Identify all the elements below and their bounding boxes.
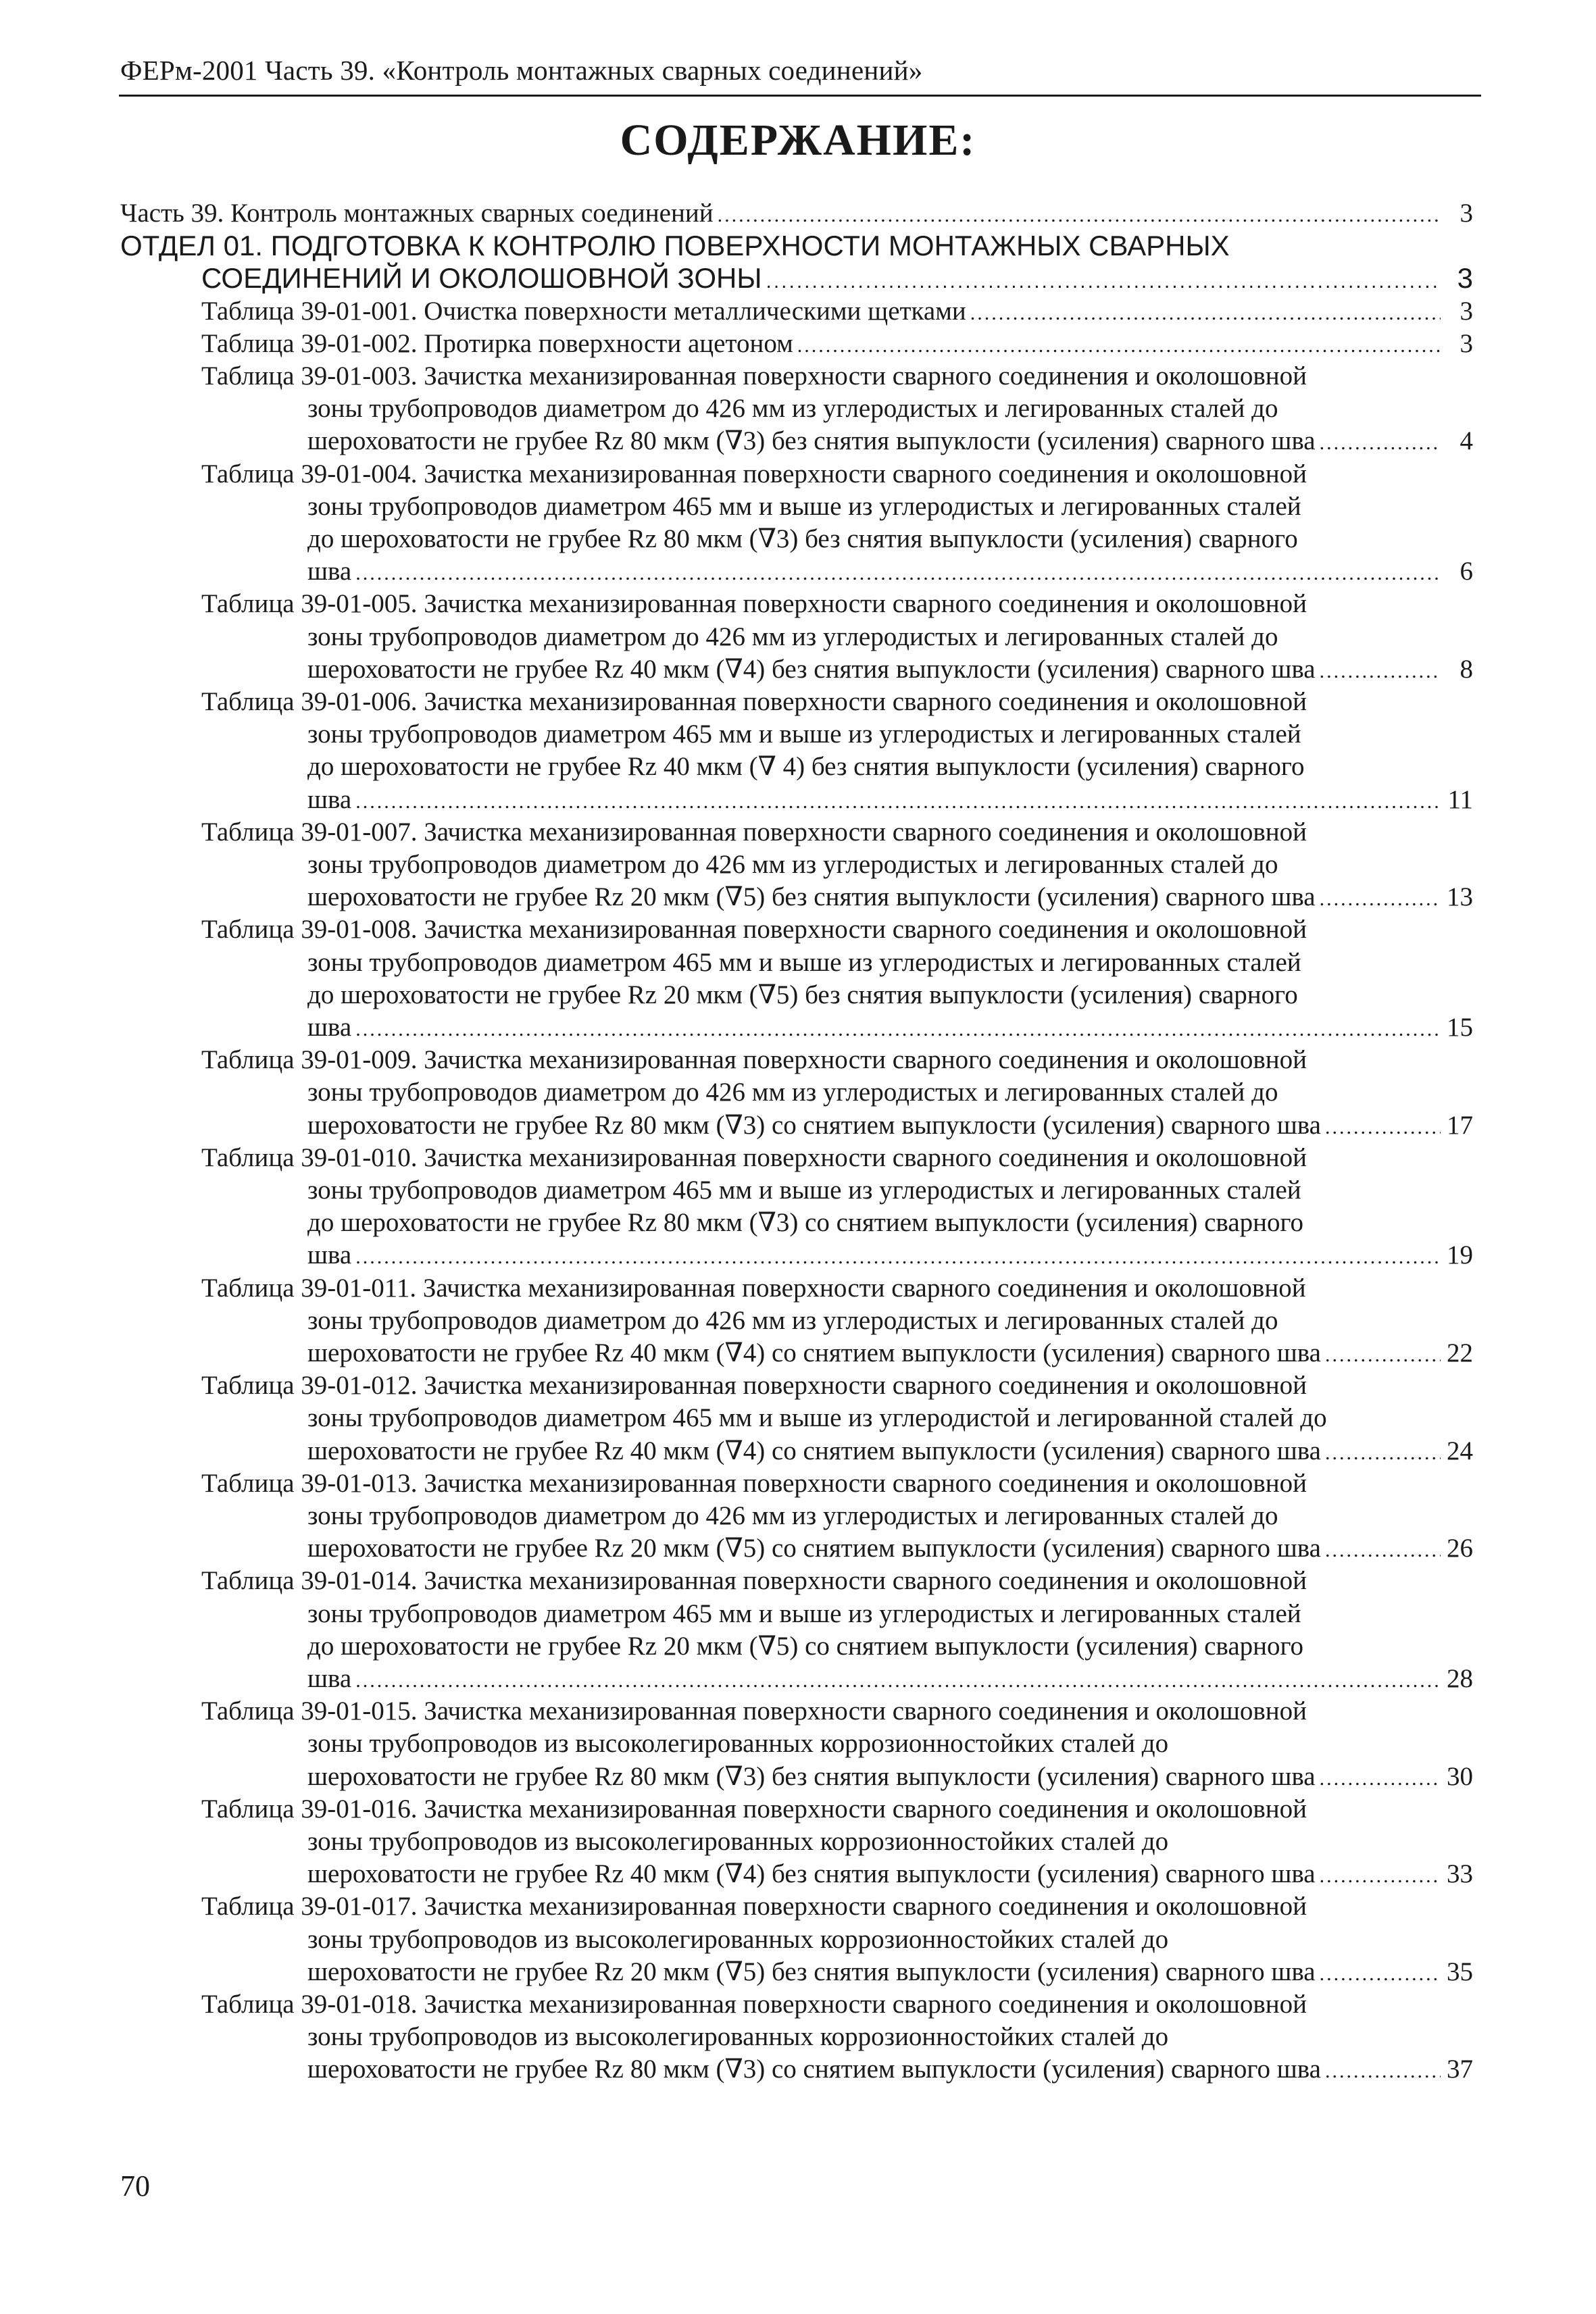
toc-entry-line	[201, 1563, 1307, 1599]
toc-entry-line	[201, 1466, 1307, 1501]
toc-entry-line	[307, 391, 1278, 426]
toc-dot-leader	[1320, 1957, 1441, 1992]
toc-entry-line-final	[307, 1336, 1473, 1371]
toc-entry-text: Таблица 39-01-001. Очистка поверхности металлическими щетками	[201, 296, 966, 326]
toc-entry-line	[307, 1596, 1301, 1632]
toc-entry-line-final	[307, 652, 1473, 687]
toc-entry-line-final	[307, 1238, 1473, 1273]
toc-entry-text: Часть 39. Контроль монтажных сварных соединений	[120, 199, 714, 228]
toc-entry-text: ОТДЕЛ 01. ПОДГОТОВКА К КОНТРОЛЮ ПОВЕРХНОСТИ МОНТАЖНЫХ СВАРНЫХ	[120, 230, 1230, 262]
running-header: ФЕРм-2001 Часть 39. «Контроль монтажных сварных соединений»	[120, 55, 923, 86]
toc-entry-text: Таблица 39-01-009. Зачистка механизированная поверхности сварного соединения и околошовной	[201, 1045, 1307, 1075]
toc-entry-text: шва	[307, 1013, 352, 1042]
toc-entry-line	[201, 1792, 1307, 1827]
toc-page-number: 3	[1460, 199, 1473, 228]
toc-entry-text: Таблица 39-01-007. Зачистка механизированная поверхности сварного соединения и околошовной	[201, 817, 1307, 847]
toc-dot-leader	[970, 296, 1441, 331]
toc-entry-text: зоны трубопроводов диаметром до 426 мм из углеродистых и легированных сталей до	[307, 1305, 1278, 1335]
toc-entry-line	[307, 522, 1298, 557]
toc-entry-text: зоны трубопроводов диаметром 465 мм и выше из углеродистых и легированных сталей	[307, 491, 1301, 521]
toc-page-number: 35	[1447, 1957, 1473, 1986]
toc-entry-text: Таблица 39-01-004. Зачистка механизированная поверхности сварного соединения и околошовной	[201, 459, 1307, 488]
toc-entry-line-final	[201, 261, 1473, 296]
toc-dot-leader	[1320, 882, 1441, 917]
toc-entry-line	[307, 1173, 1301, 1208]
toc-entry-line-final	[307, 1108, 1473, 1143]
toc-entry-text: Таблица 39-01-017. Зачистка механизированная поверхности сварного соединения и околошовной	[201, 1892, 1307, 1921]
toc-entry-text: Таблица 39-01-006. Зачистка механизированная поверхности сварного соединения и околошовной	[201, 687, 1307, 716]
toc-entry-text: Таблица 39-01-003. Зачистка механизированная поверхности сварного соединения и околошовной	[201, 361, 1307, 391]
toc-entry-line	[307, 847, 1278, 882]
toc-entry-line-final	[307, 554, 1473, 589]
toc-entry-line	[120, 228, 1230, 263]
toc-entry-line	[307, 749, 1304, 784]
toc-entry-text: зоны трубопроводов из высоколегированных коррозионностойких сталей до	[307, 1827, 1169, 1856]
toc-entry-line-final	[201, 326, 1473, 361]
toc-page-number: 30	[1447, 1761, 1473, 1791]
toc-entry-line	[307, 945, 1301, 980]
toc-entry-text: шва	[307, 557, 352, 586]
toc-entry-text: до шероховатости не грубее Rz 20 мкм (∇5) без снятия выпуклости (усиления) сварного	[307, 980, 1298, 1009]
toc-entry-line	[201, 1140, 1307, 1176]
toc-page-number: 13	[1447, 882, 1473, 912]
toc-entry-line	[307, 1726, 1168, 1761]
toc-dot-leader	[355, 784, 1441, 820]
toc-entry-line-final	[307, 1759, 1473, 1794]
toc-page-number: 22	[1447, 1338, 1473, 1367]
toc-entry-text: зоны трубопроводов диаметром 465 мм и выше из углеродистых и легированных сталей	[307, 720, 1301, 749]
toc-entry-text: Таблица 39-01-011. Зачистка механизированная поверхности сварного соединения и околошовной	[201, 1273, 1306, 1303]
toc-entry-text: шва	[307, 1664, 352, 1693]
toc-dot-leader	[1320, 1859, 1441, 1894]
toc-entry-text: зоны трубопроводов диаметром 465 мм и выше из углеродистых и легированных сталей	[307, 1176, 1301, 1205]
toc-entry-text: Таблица 39-01-016. Зачистка механизированная поверхности сварного соединения и околошовной	[201, 1794, 1307, 1823]
toc-entry-line	[307, 620, 1278, 655]
toc-page-number: 28	[1447, 1664, 1473, 1693]
toc-entry-text: зоны трубопроводов диаметром 465 мм и выше из углеродистой и легированной сталей до	[307, 1403, 1327, 1433]
toc-entry-line-final	[307, 1857, 1473, 1892]
page-number: 70	[120, 2169, 150, 2203]
toc-entry-line	[201, 1042, 1307, 1078]
toc-page-number: 17	[1447, 1110, 1473, 1140]
toc-entry-text: зоны трубопроводов диаметром до 426 мм из углеродистых и легированных сталей до	[307, 850, 1278, 879]
toc-dot-leader	[1325, 2054, 1441, 2089]
toc-entry-text: шероховатости не грубее Rz 80 мкм (∇3) со снятием выпуклости (усиления) сварного шва	[307, 1110, 1321, 1140]
toc-entry-text: шероховатости не грубее Rz 40 мкм (∇4) без снятия выпуклости (усиления) сварного шва	[307, 1859, 1316, 1889]
toc-entry-line-final	[120, 196, 1473, 231]
toc-entry-text: зоны трубопроводов диаметром до 426 мм из углеродистых и легированных сталей до	[307, 622, 1278, 651]
toc-entry-line-final	[307, 1010, 1473, 1045]
toc-dot-leader	[355, 1663, 1441, 1699]
toc-page-number: 24	[1447, 1436, 1473, 1465]
toc-entry-text: Таблица 39-01-005. Зачистка механизированная поверхности сварного соединения и околошовной	[201, 589, 1307, 619]
toc-entry-text: зоны трубопроводов из высоколегированных коррозионностойких сталей до	[307, 1729, 1169, 1759]
toc-entry-line	[307, 489, 1301, 524]
toc-entry-text: до шероховатости не грубее Rz 80 мкм (∇3) со снятием выпуклости (усиления) сварного	[307, 1208, 1304, 1238]
toc-dot-leader	[355, 1012, 1441, 1047]
toc-page-number: 11	[1447, 784, 1473, 814]
toc-entry-text: шероховатости не грубее Rz 40 мкм (∇4) со снятием выпуклости (усиления) сварного шва	[307, 1338, 1321, 1367]
toc-entry-text: шероховатости не грубее Rz 80 мкм (∇3) без снятия выпуклости (усиления) сварного шва	[307, 1761, 1316, 1791]
toc-page-number: 4	[1460, 426, 1473, 456]
toc-entry-line-final	[307, 1955, 1473, 1990]
toc-entry-line	[201, 912, 1307, 947]
toc-entry-text: Таблица 39-01-008. Зачистка механизированная поверхности сварного соединения и околошовной	[201, 915, 1307, 945]
toc-dot-leader	[718, 198, 1441, 233]
toc-entry-line	[201, 359, 1307, 394]
toc-entry-line	[201, 1368, 1307, 1403]
toc-dot-leader	[1325, 1436, 1441, 1471]
toc-entry-line	[307, 2019, 1168, 2055]
toc-entry-text: зоны трубопроводов диаметром до 426 мм из углеродистых и легированных сталей до	[307, 1078, 1278, 1107]
toc-entry-text: зоны трубопроводов диаметром 465 мм и выше из углеродистых и легированных сталей	[307, 1599, 1301, 1628]
toc-entry-line	[307, 1499, 1278, 1534]
toc-page-number: 6	[1460, 557, 1473, 586]
toc-entry-text: зоны трубопроводов диаметром до 426 мм из углеродистых и легированных сталей до	[307, 1501, 1278, 1530]
toc-entry-line	[307, 1075, 1278, 1110]
toc-entry-text: зоны трубопроводов из высоколегированных коррозионностойких сталей до	[307, 2022, 1169, 2052]
toc-entry-line	[201, 1271, 1306, 1306]
toc-entry-line	[201, 586, 1307, 622]
toc-dot-leader	[355, 556, 1441, 591]
toc-entry-text: Таблица 39-01-012. Зачистка механизированная поверхности сварного соединения и околошовной	[201, 1371, 1307, 1401]
toc-entry-text: шероховатости не грубее Rz 20 мкм (∇5) без снятия выпуклости (усиления) сварного шва	[307, 882, 1316, 912]
toc-entry-text: Таблица 39-01-013. Зачистка механизированная поверхности сварного соединения и околошовной	[201, 1468, 1307, 1498]
toc-entry-text: шероховатости не грубее Rz 20 мкм (∇5) со снятием выпуклости (усиления) сварного шва	[307, 1534, 1321, 1563]
page-title: СОДЕРЖАНИЕ:	[620, 116, 976, 165]
toc-entry-line-final	[307, 880, 1473, 915]
toc-entry-text: шва	[307, 1240, 352, 1270]
toc-dot-leader	[1320, 654, 1441, 689]
toc-entry-text: Таблица 39-01-002. Протирка поверхности ацетоном	[201, 328, 793, 358]
toc-dot-leader	[355, 1240, 1441, 1275]
toc-entry-text: шероховатости не грубее Rz 80 мкм (∇3) со снятием выпуклости (усиления) сварного шва	[307, 2055, 1321, 2084]
toc-page-number: 19	[1447, 1240, 1473, 1270]
toc-entry-line	[307, 717, 1301, 752]
toc-entry-text: шероховатости не грубее Rz 40 мкм (∇4) без снятия выпуклости (усиления) сварного шва	[307, 654, 1316, 684]
toc-entry-line-final	[307, 1434, 1473, 1469]
toc-entry-line	[307, 1205, 1303, 1240]
toc-entry-line	[201, 1694, 1307, 1729]
toc-entry-line	[307, 1922, 1168, 1957]
toc-entry-text: до шероховатости не грубее Rz 80 мкм (∇3) без снятия выпуклости (усиления) сварного	[307, 524, 1298, 553]
toc-entry-line-final	[307, 1661, 1473, 1696]
toc-entry-line	[307, 978, 1298, 1013]
toc-entry-text: шероховатости не грубее Rz 40 мкм (∇4) со снятием выпуклости (усиления) сварного шва	[307, 1436, 1321, 1465]
toc-dot-leader	[1320, 426, 1441, 461]
toc-entry-text: до шероховатости не грубее Rz 40 мкм (∇ 4) без снятия выпуклости (усиления) сварного	[307, 752, 1305, 782]
toc-entry-line	[201, 1987, 1307, 2022]
toc-dot-leader	[1325, 1110, 1441, 1145]
toc-page-number: 15	[1447, 1013, 1473, 1042]
toc-entry-line	[307, 1401, 1327, 1436]
toc-entry-text: зоны трубопроводов диаметром до 426 мм из углеродистых и легированных сталей до	[307, 394, 1278, 424]
toc-dot-leader	[1320, 1761, 1441, 1796]
toc-page-number: 26	[1447, 1534, 1473, 1563]
toc-entry-text: Таблица 39-01-015. Зачистка механизированная поверхности сварного соединения и околошовной	[201, 1696, 1307, 1726]
toc-page-number: 3	[1457, 262, 1473, 295]
toc-entry-line	[201, 815, 1307, 850]
toc-entry-text: Таблица 39-01-018. Зачистка механизированная поверхности сварного соединения и околошовной	[201, 1990, 1307, 2019]
header-divider	[119, 95, 1481, 97]
toc-entry-line-final	[201, 294, 1473, 329]
toc-entry-line-final	[307, 424, 1473, 459]
toc-page-number: 3	[1460, 296, 1473, 326]
toc-entry-line-final	[307, 1531, 1473, 1566]
toc-entry-text: шероховатости не грубее Rz 80 мкм (∇3) без снятия выпуклости (усиления) сварного шва	[307, 426, 1316, 456]
toc-page-number: 37	[1447, 2055, 1473, 2084]
toc-entry-text: Таблица 39-01-010. Зачистка механизированная поверхности сварного соединения и околошовной	[201, 1142, 1307, 1172]
toc-dot-leader	[1325, 1533, 1441, 1568]
toc-entry-text: до шероховатости не грубее Rz 20 мкм (∇5) со снятием выпуклости (усиления) сварного	[307, 1631, 1304, 1661]
toc-entry-line	[307, 1824, 1168, 1859]
toc-dot-leader	[1325, 1338, 1441, 1373]
toc-entry-line	[201, 684, 1307, 720]
toc-entry-line	[307, 1303, 1278, 1338]
toc-page-number: 3	[1460, 328, 1473, 358]
toc-entry-text: зоны трубопроводов диаметром 465 мм и выше из углеродистых и легированных сталей	[307, 947, 1301, 977]
toc-dot-leader	[797, 328, 1441, 363]
toc-entry-text: шва	[307, 784, 352, 814]
toc-entry-line-final	[307, 782, 1473, 818]
toc-entry-text: зоны трубопроводов из высоколегированных коррозионностойких сталей до	[307, 1924, 1169, 1954]
toc-entry-text: шероховатости не грубее Rz 20 мкм (∇5) без снятия выпуклости (усиления) сварного шва	[307, 1957, 1316, 1986]
toc-entry-text: Таблица 39-01-014. Зачистка механизированная поверхности сварного соединения и околошовной	[201, 1566, 1307, 1596]
toc-page-number: 33	[1447, 1859, 1473, 1889]
toc-entry-line	[307, 1629, 1303, 1664]
toc-entry-line-final	[307, 2052, 1473, 2087]
toc-page-number: 8	[1460, 654, 1473, 684]
toc-entry-text: СОЕДИНЕНИЙ И ОКОЛОШОВНОЙ ЗОНЫ	[201, 262, 762, 295]
toc-entry-line	[201, 457, 1307, 492]
toc-entry-line	[201, 1889, 1307, 1924]
